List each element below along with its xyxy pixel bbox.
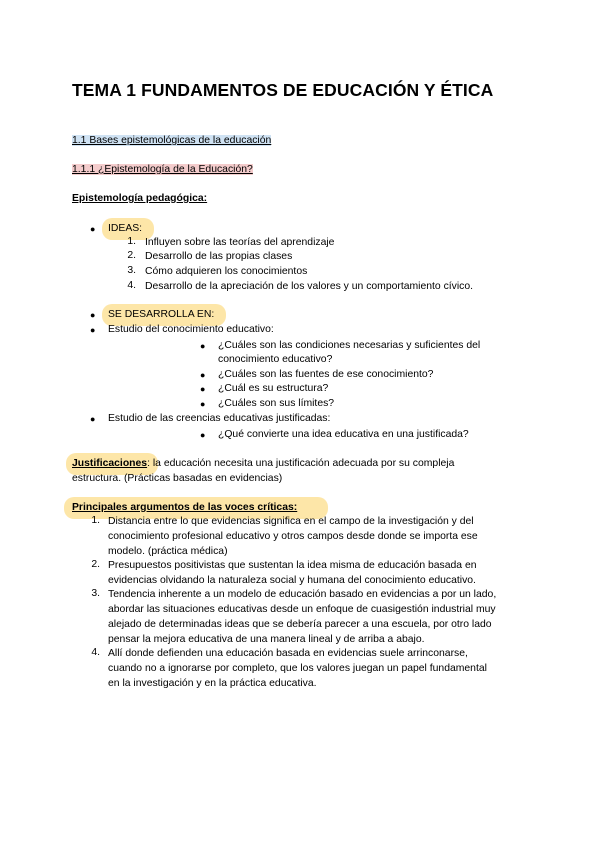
- bullet-icon: ●: [200, 430, 206, 440]
- list-number: 2.: [91, 559, 100, 570]
- list-number: 4.: [91, 647, 100, 658]
- list-number: 3.: [91, 588, 100, 599]
- list-number: 4.: [127, 280, 136, 291]
- question-item: ¿Cuáles son sus límites?: [218, 398, 335, 409]
- justificaciones-line: Justificaciones: la educación necesita una justificación adecuada por su compleja: [72, 458, 455, 469]
- list-number: 3.: [127, 265, 136, 276]
- bullet-icon: ●: [200, 399, 206, 409]
- ideas-label: IDEAS:: [108, 223, 143, 234]
- argument-item: Allí donde defienden una educación basada en evidencias suele arrinconarse, cuando no a ignorarse por completo, que los valores juegan un papel fundamental en la investigación y en la práctica educativa.: [108, 648, 487, 689]
- question-item: ¿Cuál es su estructura?: [218, 383, 329, 394]
- list-number: 1.: [91, 515, 100, 526]
- list-number: 1.: [127, 236, 136, 247]
- question-item: ¿Cuáles son las fuentes de ese conocimiento?: [218, 369, 434, 380]
- idea-item: Desarrollo de la apreciación de los valores y un comportamiento cívico.: [145, 281, 474, 292]
- bullet-icon: ●: [90, 310, 96, 320]
- bullet-icon: ●: [200, 341, 206, 351]
- page-title: TEMA 1 FUNDAMENTOS DE EDUCACIÓN Y ÉTICA: [72, 80, 494, 100]
- subsection-heading: 1.1.1 ¿Epistemología de la Educación?: [72, 164, 253, 175]
- idea-item: Cómo adquieren los conocimientos: [145, 266, 308, 277]
- desarrolla-label: SE DESARROLLA EN:: [108, 309, 215, 320]
- idea-item: Influyen sobre las teorías del aprendizaje: [145, 237, 335, 248]
- question-item: ¿Qué convierte una idea educativa en una justificada?: [218, 429, 469, 440]
- justificaciones-line-cont: estructura. (Prácticas basadas en evidencias): [72, 473, 283, 484]
- argument-item: Presupuestos positivistas que sustentan la idea misma de educación basada en evidencias olvidando la naturaleza social y humana del conocimiento educativo.: [108, 560, 477, 586]
- argument-item: Tendencia inherente a un modelo de educación basado en evidencias a por un lado, abordar las situaciones educativas desde un enfoque de cuasigestión industrial muy alejado de determinadas ideas que se debería parecer a una escuela, por otro lado pensar la mejora educativa de una manera lineal y de arriba a abajo.: [108, 589, 497, 645]
- bullet-icon: ●: [90, 224, 96, 234]
- idea-item: Desarrollo de las propias clases: [145, 251, 293, 262]
- bullet-icon: ●: [90, 325, 96, 335]
- list-number: 2.: [127, 250, 136, 261]
- epistemology-heading: Epistemología pedagógica:: [72, 193, 208, 204]
- argument-item: Distancia entre lo que evidencias significa en el campo de la investigación y del conocimiento profesional educativo y otros campos desde donde se importa ese modelo. (práctica médica): [108, 516, 478, 557]
- section-heading: 1.1 Bases epistemológicas de la educación: [72, 135, 272, 146]
- estudio-item: Estudio de las creencias educativas justificadas:: [108, 413, 331, 424]
- estudio-item: Estudio del conocimiento educativo:: [108, 324, 274, 335]
- bullet-icon: ●: [200, 370, 206, 380]
- question-item: ¿Cuáles son las condiciones necesarias y suficientes del: [218, 340, 481, 351]
- question-item-cont: conocimiento educativo?: [218, 354, 333, 365]
- argumentos-heading: Principales argumentos de las voces críticas:: [72, 502, 298, 513]
- bullet-icon: ●: [200, 384, 206, 394]
- bullet-icon: ●: [90, 414, 96, 424]
